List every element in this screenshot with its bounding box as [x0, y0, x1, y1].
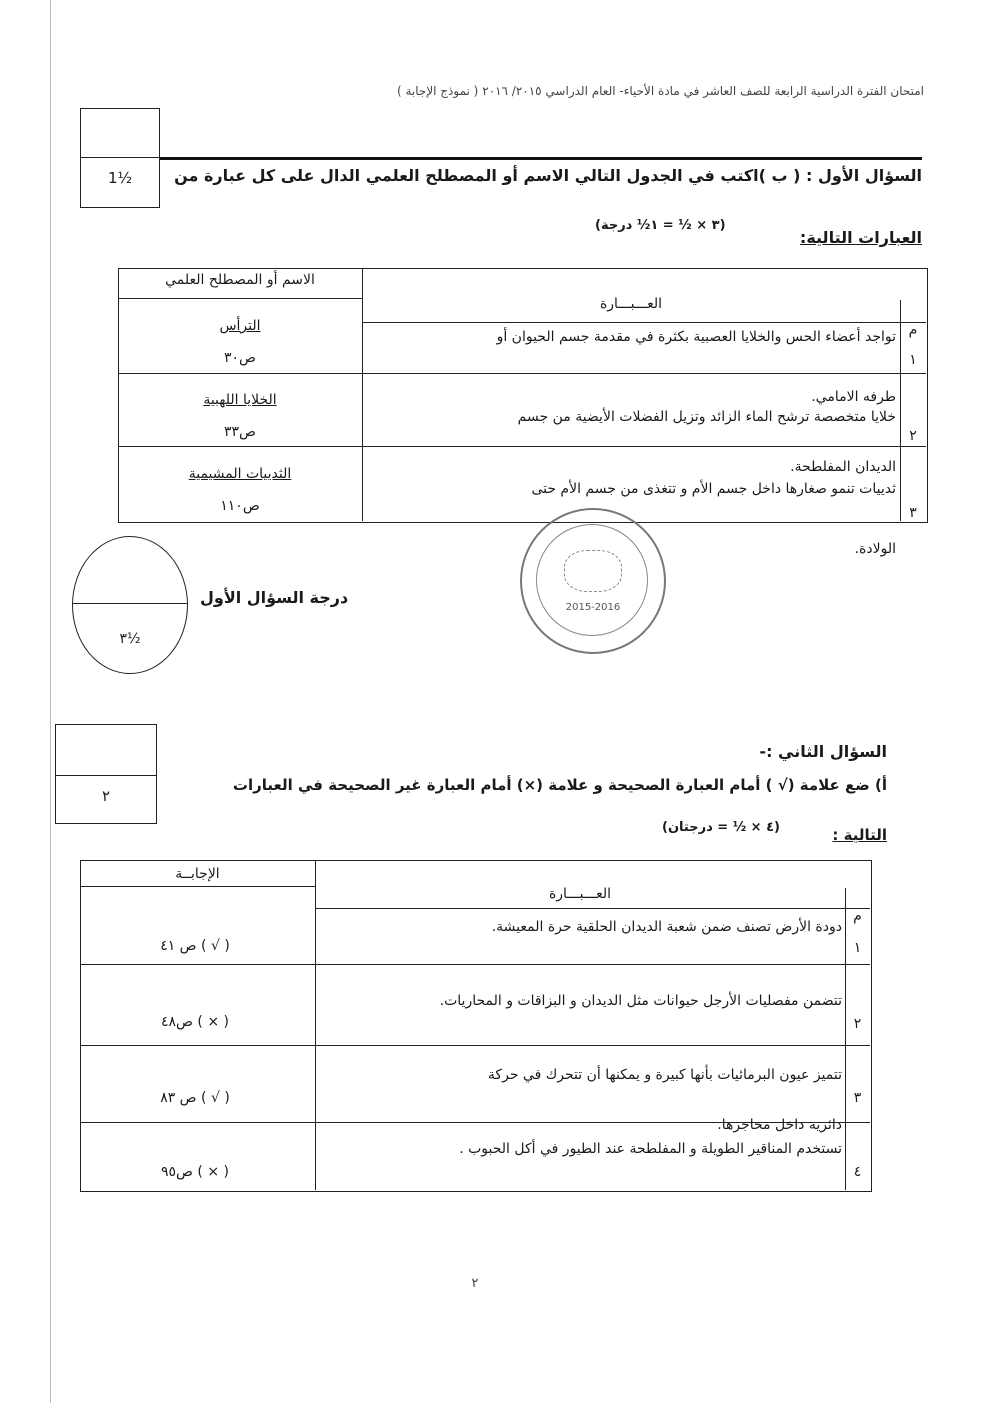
header-rule — [160, 157, 922, 160]
scan-edge — [50, 0, 51, 1403]
q2-score-box: ٢ — [55, 724, 157, 824]
q2-row2-text: تتضمن مفصليات الأرجل حيوانات مثل الديدان و البزاقات و المحاريات. — [439, 993, 842, 1009]
q1-title: السؤال الأول : ( ب )اكتب في الجدول التالي الاسم أو المصطلح العلمي الدال على كل عبارة من — [174, 166, 922, 185]
q1-col-statement: العـــبـــارة — [599, 296, 663, 312]
q1-row3-term: الثدييات المشيمية — [188, 466, 292, 482]
q2-row2-num: ٢ — [853, 1016, 862, 1032]
q1-row2-text: خلايا متخصصة ترشح الماء الزائد وتزيل الفضلات الأيضية من جسم — [517, 409, 896, 425]
q1-grade-circle: ٣½ — [72, 536, 188, 674]
q1-row3-num: ٣ — [909, 505, 917, 521]
q2-instruction: أ) ضع علامة (√ ) أمام العبارة الصحيحة و علامة (×) أمام العبارة غير الصحيحة في العبارات — [232, 776, 887, 794]
exam-title: امتحان الفترة الدراسية الرابعة للصف العاشر في مادة الأحياء- العام الدراسي ٢٠١٥/ ٢٠١٦ ( نموذج الإجابة ) — [396, 84, 924, 98]
q1-grade-label: درجة السؤال الأول — [200, 588, 349, 607]
page-number: ٢ — [471, 1276, 479, 1291]
school-stamp: 2015-2016 — [520, 508, 666, 654]
q2-marks: (٤ × ½ = درجتان) — [662, 820, 780, 835]
q1-row1-num: ١ — [909, 352, 917, 368]
q2-col-answer: الإجابــة — [175, 866, 220, 882]
q2-row3-text: تتميز عيون البرمائيات بأنها كبيرة و يمكنها أن تتحرك في حركة — [487, 1067, 842, 1083]
q1-marks: (٣ × ½ = ١½ درجة) — [595, 218, 726, 233]
q1-row1-text2: طرفه الامامي. — [811, 389, 896, 405]
q1-row3-text: ثدييات تنمو صغارها داخل جسم الأم و تتغذى من جسم الأم حتى — [531, 481, 896, 497]
q1-row3-text2: الولادة. — [854, 541, 896, 557]
q2-row3-num: ٣ — [853, 1090, 862, 1106]
q2-row4-num: ٤ — [853, 1164, 862, 1180]
q1-col-term: الاسم أو المصطلح العلمي — [165, 272, 315, 288]
q1-row3-page: ص١١٠ — [220, 498, 260, 514]
q1-row2-text2: الديدان المفلطحة. — [790, 459, 896, 475]
q2-row1-num: ١ — [853, 940, 862, 956]
q2-row4-answer: ( × ) ص٩٥ — [161, 1164, 229, 1180]
q1-row2-page: ص٣٣ — [224, 424, 256, 440]
emblem-icon — [564, 550, 622, 592]
q1-row1-page: ص٣٠ — [224, 350, 256, 366]
q1-row2-term: الخلايا اللهبية — [203, 392, 277, 408]
q1-col-num: م — [908, 322, 918, 338]
q1-score-box: 1½ — [80, 108, 160, 208]
q2-row4-text: تستخدم المناقير الطويلة و المفلطحة عند الطيور في أكل الحبوب . — [459, 1141, 842, 1157]
q2-col-num: م — [853, 908, 862, 924]
q1-row2-num: ٢ — [909, 428, 917, 444]
q2-row3-answer: ( √ ) ص ٨٣ — [160, 1090, 230, 1106]
q2-instruction-cont: التالية : — [832, 826, 887, 844]
q1-row1-term: الترأس — [219, 318, 261, 334]
q2-col-statement: العـــبـــارة — [548, 886, 612, 902]
q2-title: السؤال الثاني :- — [759, 742, 887, 761]
q2-row2-answer: ( × ) ص٤٨ — [161, 1014, 229, 1030]
q1-title-cont: العبارات التالية: — [799, 228, 922, 247]
q1-row1-text: تواجد أعضاء الحس والخلايا العصبية بكثرة في مقدمة جسم الحيوان أو — [496, 329, 896, 345]
q2-row3-text2: دائرية داخل محاجرها. — [717, 1117, 842, 1133]
q2-row1-text: دودة الأرض تصنف ضمن شعبة الديدان الحلقية حرة المعيشة. — [491, 919, 842, 935]
q2-row1-answer: ( √ ) ص ٤١ — [160, 938, 230, 954]
